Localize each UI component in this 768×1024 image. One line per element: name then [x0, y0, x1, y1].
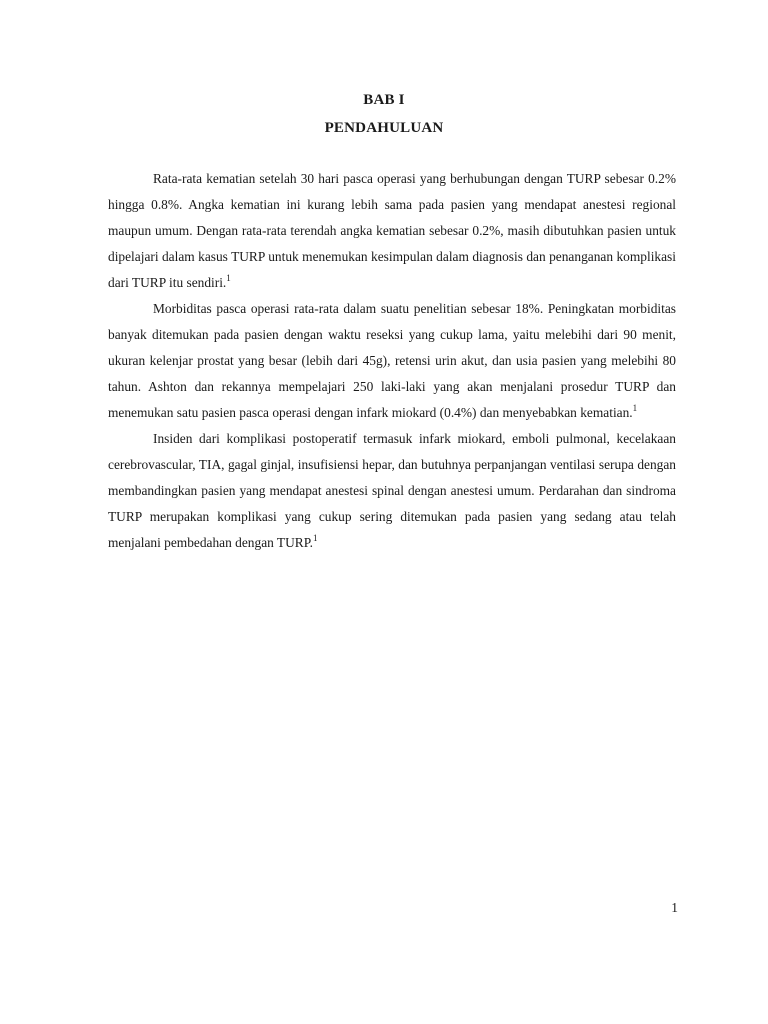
paragraph-1: [108, 166, 676, 296]
page-number: 1: [671, 900, 678, 915]
paragraph-text: Morbiditas pasca operasi rata-rata dalam suatu penelitian sebesar 18%. Peningkatan morbiditas banyak ditemukan pada pasien dengan waktu reseksi yang cukup lama, yaitu melebihi dari 90 menit, ukuran kelenjar prostat yang besar (lebih dari 45g), retensi urin akut, dan usia pasien yang melebihi 80 tahun. Ashton dan rekannya mempelajari 250 laki-laki yang akan menjalani prosedur TURP dan menemukan satu pasien pasca operasi dengan infark miokard (0.4%) dan menyebabkan kematian.: [108, 301, 676, 420]
citation-marker: 1: [632, 403, 638, 413]
paragraph-text: Insiden dari komplikasi postoperatif termasuk infark miokard, emboli pulmonal, kecelakaan cerebrovascular, TIA, gagal ginjal, insufisiensi hepar, dan butuhnya perpanjangan ventilasi serupa dengan membandingkan pasien yang mendapat anestesi spinal dengan anestesi umum. Perdarahan dan sindroma TURP merupakan komplikasi yang cukup sering ditemukan pada pasien yang sedang atau telah menjalani pembedahan dengan TURP.: [108, 431, 676, 550]
citation-marker: 1: [313, 533, 318, 543]
citation-marker: 1: [226, 273, 231, 283]
chapter-title: PENDAHULUAN: [324, 120, 444, 136]
paragraph-text: Rata-rata kematian setelah 30 hari pasca operasi yang berhubungan dengan TURP sebesar 0.2% hingga 0.8%. Angka kematian ini kurang lebih sama pada pasien yang mendapat anestesi regional maupun umum. Dengan rata-rata terendah angka kematian sebesar 0.2%, masih dibutuhkan pasien untuk dipelajari dalam kasus TURP untuk menemukan kesimpulan dalam diagnosis dan penanganan komplikasi dari TURP itu sendiri.: [108, 171, 676, 290]
paragraph-3: [108, 426, 676, 556]
chapter-number: BAB I: [363, 92, 405, 108]
paragraph-2: [108, 296, 676, 426]
body-text: [108, 166, 676, 556]
